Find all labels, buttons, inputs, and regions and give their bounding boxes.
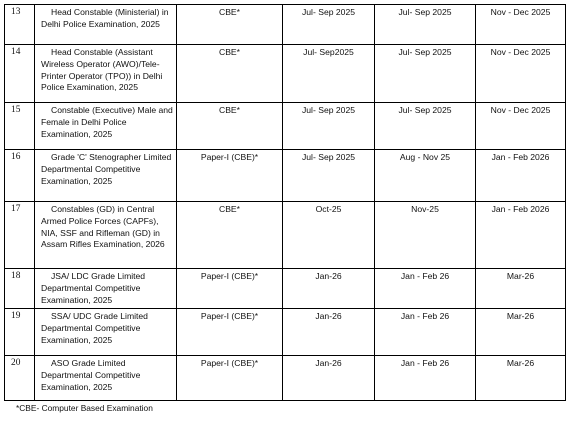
exam-name-rest: Male and Female in Delhi Police Examination, 2025: [41, 105, 173, 139]
application-period-cell: Jan - Feb 26: [375, 356, 476, 401]
table-row: [5, 45, 566, 103]
exam-name-cell: [35, 150, 177, 202]
notification-period-cell: Jul- Sep2025: [283, 45, 375, 103]
notification-period-cell: Jul- Sep 2025: [283, 103, 375, 150]
serial-number-cell: 13: [5, 5, 35, 45]
exam-name-cell: [35, 103, 177, 150]
exam-name-rest: Departmental Competitive Examination, 2025: [41, 369, 141, 392]
exam-name-first-line: Constable (Executive): [51, 105, 136, 115]
table-row: [5, 150, 566, 202]
exam-name-rest: Armed Police Forces (CAPFs), NIA, SSF and Rifleman (GD) in Assam Rifles Examination, 2026: [41, 215, 165, 250]
exam-name-rest: Departmental Competitive Examination, 2025: [41, 322, 141, 345]
table-row: [5, 5, 566, 45]
exam-name-cell: [35, 45, 177, 103]
exam-name-first-line: Grade 'C' Stenographer: [51, 152, 142, 162]
exam-mode-cell: Paper-I (CBE)*: [177, 150, 283, 202]
exam-mode-cell: Paper-I (CBE)*: [177, 356, 283, 401]
notification-period-cell: Jul- Sep 2025: [283, 5, 375, 45]
exam-name-cell: [35, 356, 177, 401]
exam-name-cell: [35, 5, 177, 45]
exam-name-cell: [35, 269, 177, 309]
notification-period-cell: Jan-26: [283, 309, 375, 356]
notification-period-cell: Jul- Sep 2025: [283, 150, 375, 202]
serial-number-cell: 14: [5, 45, 35, 103]
exam-schedule-table: [4, 4, 566, 401]
exam-name-first-line: JSA/ LDC Grade Limited: [51, 271, 146, 281]
exam-mode-cell: CBE*: [177, 5, 283, 45]
serial-number-cell: 18: [5, 269, 35, 309]
exam-mode-cell: Paper-I (CBE)*: [177, 309, 283, 356]
exam-name-rest: Departmental Competitive Examination, 2025: [41, 282, 141, 305]
table-row: [5, 356, 566, 401]
application-period-cell: Nov-25: [375, 202, 476, 269]
exam-name-first-line: Head Constable (Assistant: [51, 47, 153, 57]
exam-mode-cell: CBE*: [177, 202, 283, 269]
exam-period-cell: Nov - Dec 2025: [476, 45, 566, 103]
exam-mode-cell: CBE*: [177, 103, 283, 150]
table-row: [5, 202, 566, 269]
application-period-cell: Jan - Feb 26: [375, 269, 476, 309]
application-period-cell: Jan - Feb 26: [375, 309, 476, 356]
notification-period-cell: Jan-26: [283, 269, 375, 309]
serial-number-cell: 15: [5, 103, 35, 150]
exam-period-cell: Jan - Feb 2026: [476, 202, 566, 269]
serial-number-cell: 16: [5, 150, 35, 202]
exam-name-rest: Wireless Operator (AWO)/Tele-Printer Operator (TPO)) in Delhi Police Examination, 2025: [41, 58, 163, 93]
application-period-cell: Jul- Sep 2025: [375, 103, 476, 150]
footnote: *CBE- Computer Based Examination: [16, 403, 153, 413]
serial-number-cell: 17: [5, 202, 35, 269]
schedule-page: [4, 4, 565, 413]
notification-period-cell: Jan-26: [283, 356, 375, 401]
table-row: [5, 103, 566, 150]
exam-mode-cell: CBE*: [177, 45, 283, 103]
exam-name-first-line: SSA/ UDC Grade Limited: [51, 311, 148, 321]
table-row: [5, 269, 566, 309]
exam-period-cell: Mar-26: [476, 269, 566, 309]
exam-name-rest: (Ministerial) in Delhi Police Examination, 2025: [41, 7, 169, 29]
table-row: [5, 309, 566, 356]
exam-period-cell: Jan - Feb 2026: [476, 150, 566, 202]
application-period-cell: Aug - Nov 25: [375, 150, 476, 202]
exam-name-cell: [35, 202, 177, 269]
serial-number-cell: 19: [5, 309, 35, 356]
exam-name-cell: [35, 309, 177, 356]
application-period-cell: Jul- Sep 2025: [375, 45, 476, 103]
application-period-cell: Jul- Sep 2025: [375, 5, 476, 45]
exam-name-first-line: Constables (GD) in Central: [51, 204, 155, 214]
exam-period-cell: Nov - Dec 2025: [476, 103, 566, 150]
serial-number-cell: 20: [5, 356, 35, 401]
exam-name-first-line: ASO Grade Limited: [51, 358, 126, 368]
exam-mode-cell: Paper-I (CBE)*: [177, 269, 283, 309]
exam-period-cell: Nov - Dec 2025: [476, 5, 566, 45]
exam-period-cell: Mar-26: [476, 356, 566, 401]
exam-period-cell: Mar-26: [476, 309, 566, 356]
notification-period-cell: Oct-25: [283, 202, 375, 269]
exam-name-first-line: Head Constable: [51, 7, 113, 17]
exam-name-rest: Limited Departmental Competitive Examination, 2025: [41, 152, 172, 186]
